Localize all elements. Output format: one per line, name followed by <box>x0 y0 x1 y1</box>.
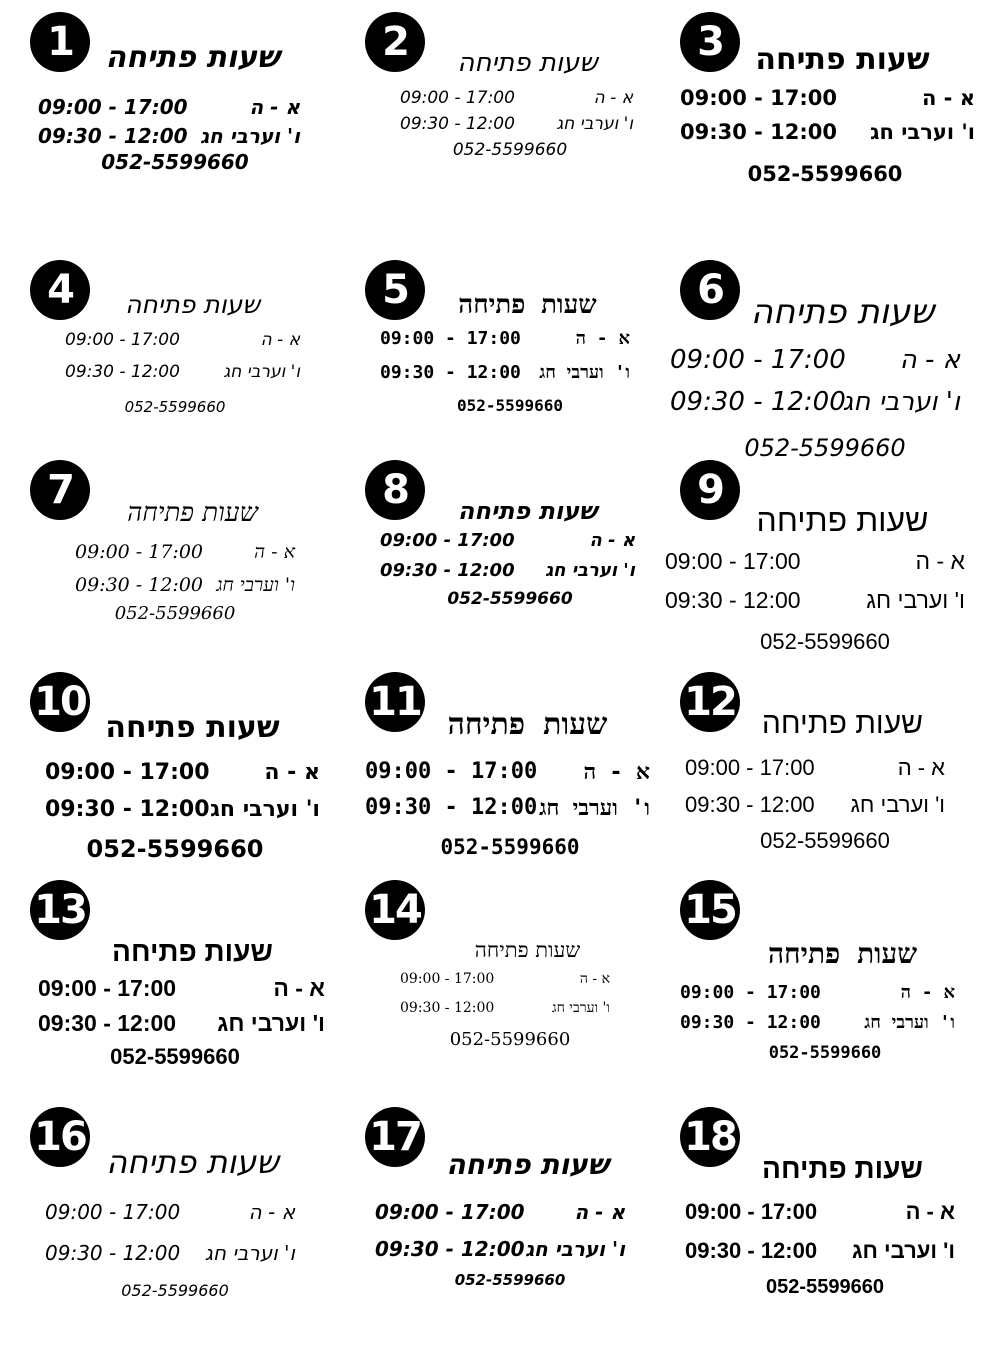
row1-time: 09:00 - 17:00 <box>380 328 521 349</box>
row1-days: א - ה <box>248 1200 295 1224</box>
row2-time: 09:30 - 12:00 <box>365 795 538 820</box>
phone-number: 052-5599660 <box>454 1271 566 1289</box>
opening-hours-title: שעות פתיחה <box>127 498 258 528</box>
row2-days: ו' וערבי חג <box>851 1238 955 1263</box>
phone-number: 052-5599660 <box>760 629 890 654</box>
row2-time: 09:30 - 12:00 <box>38 1010 177 1036</box>
row1-days: א - ה <box>897 755 945 780</box>
card-number-badge: 6 <box>680 260 740 320</box>
row1-days: א - ה <box>593 88 633 108</box>
row1-time: 09:00 - 17:00 <box>670 345 846 375</box>
opening-hours-title: שעות פתיחה <box>458 290 597 320</box>
phone-number: 052-5599660 <box>449 1029 571 1050</box>
row1-time: 09:00 - 17:00 <box>680 982 821 1003</box>
row2-days: ו' וערבי חג <box>525 1237 625 1261</box>
card-number-badge: 2 <box>365 12 425 72</box>
row2-time: 09:30 - 12:00 <box>400 1000 495 1016</box>
row2-days: ו' וערבי חג <box>556 114 633 134</box>
row2-days: ו' וערבי חג <box>200 124 300 148</box>
row1-days: א - ה <box>905 1199 955 1224</box>
row2-days: ו' וערבי חג <box>217 1010 325 1036</box>
row1-time: 09:00 - 17:00 <box>38 975 177 1001</box>
hours-card-18 <box>660 1095 990 1305</box>
phone-number: 052-5599660 <box>766 1276 884 1298</box>
row2-time: 09:30 - 12:00 <box>38 124 188 148</box>
opening-hours-title: שעות פתיחה <box>447 707 608 742</box>
row1-days: א - ה <box>899 345 960 375</box>
row2-days: ו' וערבי חג <box>216 574 295 596</box>
opening-hours-title: שעות פתיחה <box>457 48 598 78</box>
row1-days: א - ה <box>264 760 320 785</box>
row2-days: ו' וערבי חג <box>842 387 960 417</box>
card-number-badge: 10 <box>30 672 90 732</box>
row2-days: ו' וערבי חג <box>204 1241 295 1265</box>
hours-card-3 <box>660 0 990 210</box>
hours-card-12 <box>660 660 990 870</box>
opening-hours-title: שעות פתיחה <box>767 937 918 970</box>
opening-hours-title: שעות פתיחה <box>474 938 581 962</box>
row2-time: 09:30 - 12:00 <box>375 1237 525 1261</box>
row2-time: 09:30 - 12:00 <box>685 792 815 817</box>
phone-number: 052-5599660 <box>457 396 563 415</box>
row2-days: ו' וערבי חג <box>551 1000 610 1016</box>
card-number-badge: 17 <box>365 1107 425 1167</box>
opening-hours-title: שעות פתיחה <box>762 1153 923 1184</box>
row2-days: ו' וערבי חג <box>864 1012 955 1033</box>
row1-days: א - ה <box>273 975 325 1001</box>
card-number-badge: 11 <box>365 672 425 732</box>
card-number-badge: 18 <box>680 1107 740 1167</box>
card-number-badge: 7 <box>30 460 90 520</box>
row2-days: ו' וערבי חג <box>539 362 630 383</box>
row1-time: 09:00 - 17:00 <box>400 971 495 987</box>
phone-number: 052-5599660 <box>114 603 236 624</box>
row1-days: א - ה <box>574 1200 625 1224</box>
card-number-badge: 13 <box>30 880 90 940</box>
phone-number: 052-5599660 <box>101 150 249 174</box>
row2-days: ו' וערבי חג <box>539 796 650 821</box>
row2-days: ו' וערבי חג <box>210 797 320 822</box>
row1-time: 09:00 - 17:00 <box>65 330 180 350</box>
hours-card-10 <box>10 660 340 870</box>
row1-time: 09:00 - 17:00 <box>45 1200 181 1224</box>
row1-days: א - ה <box>579 971 610 987</box>
row2-time: 09:30 - 12:00 <box>45 1241 181 1265</box>
opening-hours-title: שעות פתיחה <box>755 42 930 77</box>
row1-days: א - ה <box>589 530 635 551</box>
hours-card-6 <box>660 248 990 462</box>
phone-number: 052-5599660 <box>124 398 226 416</box>
row2-days: ו' וערבי חג <box>223 362 300 382</box>
phone-number: 052-5599660 <box>760 828 890 853</box>
hours-card-9 <box>660 448 990 658</box>
row1-time: 09:00 - 17:00 <box>75 541 204 563</box>
row2-time: 09:30 - 12:00 <box>380 362 521 383</box>
hours-card-11 <box>345 660 675 870</box>
row1-days: א - ה <box>900 982 955 1003</box>
hours-card-4 <box>10 248 340 458</box>
hours-card-1 <box>10 0 340 210</box>
row1-time: 09:00 - 17:00 <box>380 530 515 551</box>
row2-time: 09:30 - 12:00 <box>65 362 180 382</box>
row2-time: 09:30 - 12:00 <box>680 120 838 144</box>
row1-days: א - ה <box>249 95 300 119</box>
row2-time: 09:30 - 12:00 <box>685 1238 818 1263</box>
row2-days: ו' וערבי חג <box>870 120 975 144</box>
row1-days: א - ה <box>575 328 630 349</box>
row2-days: ו' וערבי חג <box>545 560 635 581</box>
row1-time: 09:00 - 17:00 <box>45 760 210 785</box>
opening-hours-title: שעות פתיחה <box>457 497 598 525</box>
row1-days: א - ה <box>260 330 300 350</box>
opening-hours-title: שעות פתיחה <box>761 707 924 740</box>
phone-number: 052-5599660 <box>768 1043 882 1063</box>
row1-days: א - ה <box>921 86 975 110</box>
row1-time: 09:00 - 17:00 <box>685 755 815 780</box>
card-number-badge: 14 <box>365 880 425 940</box>
phone-number: 052-5599660 <box>86 835 264 863</box>
hours-card-7 <box>10 448 340 658</box>
row1-days: א - ה <box>253 541 295 563</box>
row1-time: 09:00 - 17:00 <box>365 759 538 784</box>
opening-hours-title: שעות פתיחה <box>750 292 935 332</box>
hours-card-17 <box>345 1095 675 1305</box>
row2-time: 09:30 - 12:00 <box>670 387 846 417</box>
card-number-badge: 5 <box>365 260 425 320</box>
row1-time: 09:00 - 17:00 <box>685 1199 818 1224</box>
card-number-badge: 12 <box>680 672 740 732</box>
phone-number: 052-5599660 <box>452 140 568 160</box>
row2-time: 09:30 - 12:00 <box>665 587 801 613</box>
phone-number: 052-5599660 <box>744 434 906 462</box>
card-number-badge: 1 <box>30 12 90 72</box>
card-number-badge: 8 <box>365 460 425 520</box>
card-number-badge: 15 <box>680 880 740 940</box>
card-number-badge: 16 <box>30 1107 90 1167</box>
row1-time: 09:00 - 17:00 <box>375 1200 525 1224</box>
hours-card-16 <box>10 1095 340 1305</box>
row1-time: 09:00 - 17:00 <box>400 88 515 108</box>
row2-time: 09:30 - 12:00 <box>380 560 515 581</box>
row1-time: 09:00 - 17:00 <box>665 548 801 574</box>
opening-hours-title: שעות פתיחה <box>105 40 280 75</box>
hours-card-14 <box>345 868 675 1078</box>
row1-days: א - ה <box>583 760 650 785</box>
row2-time: 09:30 - 12:00 <box>75 574 204 596</box>
row1-days: א - ה <box>915 548 965 574</box>
row2-time: 09:30 - 12:00 <box>45 797 210 822</box>
opening-hours-title: שעות פתיחה <box>106 1143 279 1181</box>
phone-number: 052-5599660 <box>121 1281 229 1300</box>
card-number-badge: 3 <box>680 12 740 72</box>
row2-days: ו' וערבי חג <box>850 792 945 817</box>
hours-card-5 <box>345 248 675 458</box>
opening-hours-title: שעות פתיחה <box>105 710 280 745</box>
hours-card-2 <box>345 0 675 210</box>
opening-hours-title: שעות פתיחה <box>756 502 929 538</box>
row2-time: 09:30 - 12:00 <box>680 1012 821 1033</box>
row1-time: 09:00 - 17:00 <box>680 86 838 110</box>
card-number-badge: 4 <box>30 260 90 320</box>
row2-time: 09:30 - 12:00 <box>400 114 515 134</box>
opening-hours-title: שעות פתיחה <box>446 1148 609 1181</box>
phone-number: 052-5599660 <box>747 162 903 186</box>
opening-hours-title: שעות פתיחה <box>112 936 273 967</box>
hours-card-8 <box>345 448 675 658</box>
row2-days: ו' וערבי חג <box>866 587 965 613</box>
phone-number: 052-5599660 <box>110 1044 240 1069</box>
hours-card-13 <box>10 868 340 1078</box>
opening-hours-title: שעות פתיחה <box>125 290 260 319</box>
hours-card-15 <box>660 868 990 1078</box>
phone-number: 052-5599660 <box>447 589 573 609</box>
phone-number: 052-5599660 <box>440 835 580 859</box>
row1-time: 09:00 - 17:00 <box>38 95 188 119</box>
card-number-badge: 9 <box>680 460 740 520</box>
